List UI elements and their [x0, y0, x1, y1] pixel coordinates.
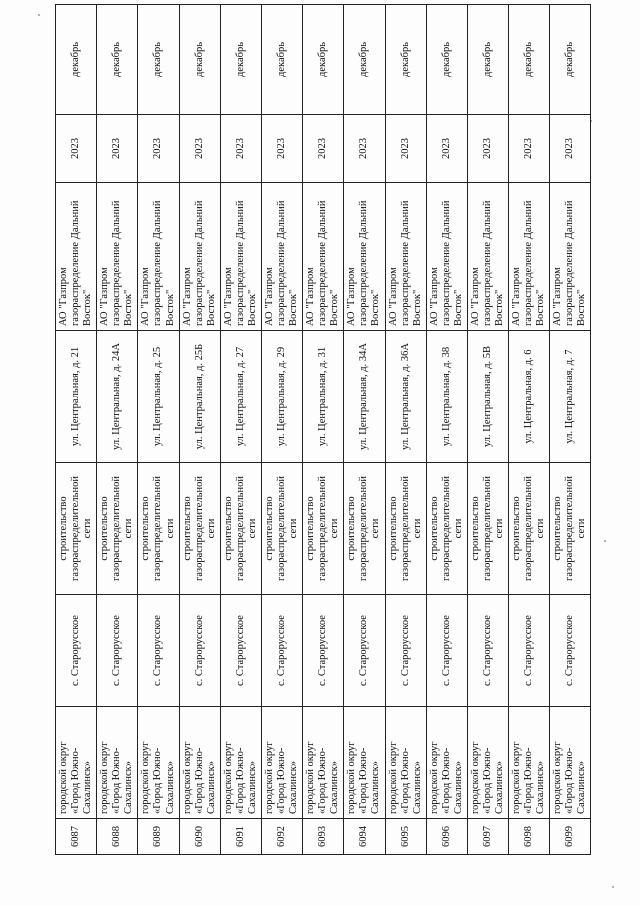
year-cell: 2023 — [344, 115, 385, 183]
table-row — [56, 5, 97, 855]
table-row — [467, 5, 508, 855]
address-cell: ул. Центральная, д. 36А — [385, 331, 426, 463]
month-cell: декабрь — [344, 5, 385, 115]
address-cell: ул. Центральная, д. 7 — [550, 331, 591, 463]
locality-cell: с. Старорусское — [385, 595, 426, 707]
year-cell: 2023 — [261, 115, 302, 183]
municipality-cell: городской округ «Город Южно-Сахалинск» — [509, 707, 550, 819]
month-cell: декабрь — [220, 5, 261, 115]
address-cell: ул. Центральная, д. 21 — [56, 331, 97, 463]
locality-cell: с. Старорусское — [220, 595, 261, 707]
address-cell: ул. Центральная, д. 25 — [138, 331, 179, 463]
activity-line-2: газораспределительной сети — [317, 476, 341, 581]
activity-line-1: строительство — [428, 496, 440, 561]
activity-line-1: строительство — [222, 496, 234, 561]
organization-cell: АО "Газпром газораспределение Дальний Восток" — [385, 183, 426, 331]
activity-cell — [550, 463, 591, 595]
row-number: 6097 — [467, 819, 508, 855]
locality-cell: с. Старорусское — [467, 595, 508, 707]
activity-line-2: газораспределительной сети — [358, 476, 382, 581]
activity-cell — [509, 463, 550, 595]
organization-cell: АО "Газпром газораспределение Дальний Восток" — [138, 183, 179, 331]
locality-cell: с. Старорусское — [179, 595, 220, 707]
municipality-cell: городской округ «Город Южно-Сахалинск» — [344, 707, 385, 819]
activity-cell — [344, 463, 385, 595]
table-row — [220, 5, 261, 855]
organization-cell: АО "Газпром газораспределение Дальний Восток" — [56, 183, 97, 331]
year-cell: 2023 — [56, 115, 97, 183]
year-cell: 2023 — [179, 115, 220, 183]
address-cell: ул. Центральная, д. 5В — [467, 331, 508, 463]
rotated-table-container — [55, 5, 588, 855]
scan-speck — [604, 540, 606, 542]
month-cell: декабрь — [97, 5, 138, 115]
locality-cell: с. Старорусское — [550, 595, 591, 707]
scan-speck — [612, 886, 614, 888]
month-cell: декабрь — [138, 5, 179, 115]
activity-line-1: строительство — [346, 496, 358, 561]
row-number: 6099 — [550, 819, 591, 855]
activity-line-2: газораспределительной сети — [481, 476, 505, 581]
activity-line-1: строительство — [140, 496, 152, 561]
address-cell: ул. Центральная, д. 25Б — [179, 331, 220, 463]
organization-cell: АО "Газпром газораспределение Дальний Восток" — [220, 183, 261, 331]
organization-cell: АО "Газпром газораспределение Дальний Восток" — [261, 183, 302, 331]
year-cell: 2023 — [220, 115, 261, 183]
registry-table — [55, 4, 591, 855]
locality-cell: с. Старорусское — [344, 595, 385, 707]
year-cell: 2023 — [385, 115, 426, 183]
row-number: 6093 — [303, 819, 344, 855]
organization-cell: АО "Газпром газораспределение Дальний Восток" — [550, 183, 591, 331]
table-row — [261, 5, 302, 855]
organization-cell: АО "Газпром газораспределение Дальний Восток" — [467, 183, 508, 331]
municipality-cell: городской округ «Город Южно-Сахалинск» — [138, 707, 179, 819]
month-cell: декабрь — [550, 5, 591, 115]
year-cell: 2023 — [550, 115, 591, 183]
activity-cell — [220, 463, 261, 595]
municipality-cell: городской округ «Город Южно-Сахалинск» — [385, 707, 426, 819]
month-cell: декабрь — [261, 5, 302, 115]
year-cell: 2023 — [426, 115, 467, 183]
activity-line-1: строительство — [387, 496, 399, 561]
activity-cell — [56, 463, 97, 595]
year-cell: 2023 — [303, 115, 344, 183]
registry-table-body — [56, 5, 591, 855]
organization-cell: АО "Газпром газораспределение Дальний Восток" — [426, 183, 467, 331]
activity-cell — [303, 463, 344, 595]
month-cell: декабрь — [467, 5, 508, 115]
row-number: 6094 — [344, 819, 385, 855]
address-cell: ул. Центральная, д. 31 — [303, 331, 344, 463]
row-number: 6092 — [261, 819, 302, 855]
activity-line-2: газораспределительной сети — [523, 476, 547, 581]
row-number: 6087 — [56, 819, 97, 855]
table-row — [426, 5, 467, 855]
municipality-cell: городской округ «Город Южно-Сахалинск» — [97, 707, 138, 819]
activity-line-2: газораспределительной сети — [234, 476, 258, 581]
municipality-cell: городской округ «Город Южно-Сахалинск» — [220, 707, 261, 819]
activity-line-2: газораспределительной сети — [70, 476, 94, 581]
organization-cell: АО "Газпром газораспределение Дальний Восток" — [303, 183, 344, 331]
organization-cell: АО "Газпром газораспределение Дальний Восток" — [179, 183, 220, 331]
row-number: 6095 — [385, 819, 426, 855]
organization-cell: АО "Газпром газораспределение Дальний Восток" — [509, 183, 550, 331]
activity-cell — [261, 463, 302, 595]
address-cell: ул. Центральная, д. 29 — [261, 331, 302, 463]
activity-cell — [138, 463, 179, 595]
activity-line-1: строительство — [181, 496, 193, 561]
organization-cell: АО "Газпром газораспределение Дальний Восток" — [344, 183, 385, 331]
activity-cell — [97, 463, 138, 595]
activity-line-2: газораспределительной сети — [152, 476, 176, 581]
month-cell: декабрь — [426, 5, 467, 115]
month-cell: декабрь — [385, 5, 426, 115]
scan-speck — [38, 14, 40, 16]
table-row — [550, 5, 591, 855]
row-number: 6089 — [138, 819, 179, 855]
month-cell: декабрь — [56, 5, 97, 115]
activity-cell — [179, 463, 220, 595]
municipality-cell: городской округ «Город Южно-Сахалинск» — [179, 707, 220, 819]
address-cell: ул. Центральная, д. 34А — [344, 331, 385, 463]
activity-line-2: газораспределительной сети — [276, 476, 300, 581]
municipality-cell: городской округ «Город Южно-Сахалинск» — [426, 707, 467, 819]
table-row — [509, 5, 550, 855]
locality-cell: с. Старорусское — [509, 595, 550, 707]
year-cell: 2023 — [467, 115, 508, 183]
row-number: 6091 — [220, 819, 261, 855]
municipality-cell: городской округ «Город Южно-Сахалинск» — [550, 707, 591, 819]
activity-cell — [467, 463, 508, 595]
activity-line-2: газораспределительной сети — [564, 476, 588, 581]
address-cell: ул. Центральная, д. 6 — [509, 331, 550, 463]
row-number: 6088 — [97, 819, 138, 855]
activity-line-2: газораспределительной сети — [440, 476, 464, 581]
activity-line-2: газораспределительной сети — [399, 476, 423, 581]
activity-line-1: строительство — [58, 496, 69, 561]
locality-cell: с. Старорусское — [303, 595, 344, 707]
activity-line-1: строительство — [552, 496, 564, 561]
locality-cell: с. Старорусское — [97, 595, 138, 707]
activity-line-1: строительство — [469, 496, 481, 561]
organization-cell: АО "Газпром газораспределение Дальний Восток" — [97, 183, 138, 331]
activity-line-2: газораспределительной сети — [193, 476, 217, 581]
table-row — [97, 5, 138, 855]
activity-line-1: строительство — [511, 496, 523, 561]
row-number: 6098 — [509, 819, 550, 855]
locality-cell: с. Старорусское — [426, 595, 467, 707]
month-cell: декабрь — [303, 5, 344, 115]
address-cell: ул. Центральная, д. 24А — [97, 331, 138, 463]
activity-cell — [385, 463, 426, 595]
locality-cell: с. Старорусское — [138, 595, 179, 707]
locality-cell: с. Старорусское — [261, 595, 302, 707]
activity-line-2: газораспределительной сети — [111, 476, 135, 581]
activity-line-1: строительство — [263, 496, 275, 561]
activity-line-1: строительство — [99, 496, 111, 561]
table-row — [138, 5, 179, 855]
address-cell: ул. Центральная, д. 38 — [426, 331, 467, 463]
table-row — [179, 5, 220, 855]
year-cell: 2023 — [97, 115, 138, 183]
year-cell: 2023 — [138, 115, 179, 183]
locality-cell: с. Старорусское — [56, 595, 97, 707]
municipality-cell: городской округ «Город Южно-Сахалинск» — [261, 707, 302, 819]
activity-line-1: строительство — [305, 496, 317, 561]
address-cell: ул. Центральная, д. 27 — [220, 331, 261, 463]
row-number: 6090 — [179, 819, 220, 855]
municipality-cell: городской округ «Город Южно-Сахалинск» — [56, 707, 97, 819]
month-cell: декабрь — [509, 5, 550, 115]
municipality-cell: городской округ «Город Южно-Сахалинск» — [303, 707, 344, 819]
table-row — [344, 5, 385, 855]
table-row — [385, 5, 426, 855]
table-row — [303, 5, 344, 855]
activity-cell — [426, 463, 467, 595]
municipality-cell: городской округ «Город Южно-Сахалинск» — [467, 707, 508, 819]
row-number: 6096 — [426, 819, 467, 855]
month-cell: декабрь — [179, 5, 220, 115]
year-cell: 2023 — [509, 115, 550, 183]
